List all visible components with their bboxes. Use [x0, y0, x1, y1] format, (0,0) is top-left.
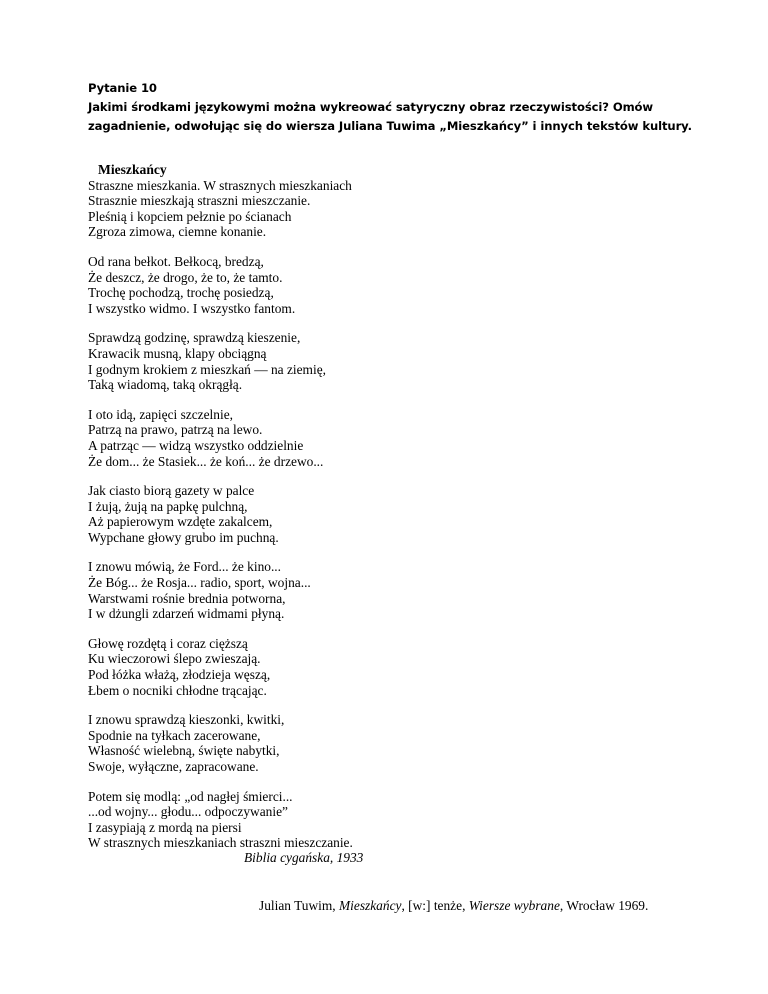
poem-line: Trochę pochodzą, trochę posiedzą, [88, 285, 274, 301]
poem-line: I żują, żują na papkę pulchną, [88, 498, 248, 514]
poem-line: Patrzą na prawo, patrzą na lewo. [88, 422, 263, 438]
citation-middle: , [w:] tenże, [401, 898, 469, 913]
poem-line: I oto idą, zapięci szczelnie, [88, 406, 233, 422]
poem-stanza [88, 712, 708, 774]
citation-title: Mieszkańcy [339, 898, 402, 913]
poem-source: Biblia cygańska, 1933 [244, 850, 364, 865]
poem-line: Zgroza zimowa, ciemne konanie. [88, 224, 267, 240]
question-number: Pytanie 10 [88, 81, 157, 95]
poem-line: Sprawdzą godzinę, sprawdzą kieszenie, [88, 330, 301, 346]
poem-stanza [88, 254, 708, 316]
poem-line: I w dżungli zdarzeń widmami płyną. [88, 606, 285, 622]
poem-line: Pod łóżka włażą, złodzieja węszą, [88, 667, 271, 683]
poem-line: Krawacik musną, klapy obciągną [88, 345, 267, 361]
poem-stanza [88, 483, 708, 545]
poem-line: Głowę rozdętą i coraz cięższą [88, 635, 248, 651]
poem-title: Mieszkańcy [98, 162, 167, 177]
question-line: zagadnienie, odwołując się do wiersza Juliana Tuwima „Mieszkańcy” i innych tekstów kultury. [88, 119, 692, 133]
poem-line: Pleśnią i kopciem pełznie po ścianach [88, 208, 292, 224]
poem-line: A patrząc — widzą wszystko oddzielnie [88, 437, 304, 453]
poem-line: Warstwami rośnie brednia potworna, [88, 590, 286, 606]
citation [259, 898, 648, 914]
citation-author: Julian Tuwim, [259, 898, 339, 913]
poem-line: I wszystko widmo. I wszystko fantom. [88, 300, 296, 316]
poem-stanza [88, 178, 708, 240]
poem-line: I znowu mówią, że Ford... że kino... [88, 559, 282, 575]
poem-line: Że Bóg... że Rosja... radio, sport, wojna... [88, 575, 311, 591]
poem-line: Że dom... że Stasiek... że koń... że drzewo... [88, 453, 324, 469]
poem-stanza [88, 407, 708, 469]
poem-line: I godnym krokiem z mieszkań — na ziemię, [88, 361, 326, 377]
poem-stanza [88, 636, 708, 698]
poem-line: W strasznych mieszkaniach straszni mieszczanie. [88, 835, 353, 851]
poem-line: Straszne mieszkania. W strasznych mieszkaniach [88, 177, 352, 193]
poem [88, 162, 708, 865]
poem-line: Potem się modlą: „od nagłej śmierci... [88, 788, 293, 804]
question-block [88, 79, 728, 136]
citation-book: Wiersze wybrane [468, 898, 560, 913]
poem-line: Jak ciasto biorą gazety w palce [88, 483, 255, 499]
poem-line: I znowu sprawdzą kieszonki, kwitki, [88, 712, 285, 728]
poem-line: Strasznie mieszkają straszni mieszczanie. [88, 193, 311, 209]
poem-stanzas [88, 178, 708, 851]
question-line: Jakimi środkami językowymi można wykreować satyryczny obraz rzeczywistości? Omów [88, 100, 654, 114]
poem-line: Od rana bełkot. Bełkocą, bredzą, [88, 253, 264, 269]
poem-line: Spodnie na tyłkach zacerowane, [88, 727, 261, 743]
poem-line: Taką wiadomą, taką okrągłą. [88, 377, 243, 393]
poem-line: I zasypiają z mordą na piersi [88, 819, 242, 835]
poem-stanza [88, 789, 708, 851]
poem-line: Ku wieczorowi ślepo zwieszają. [88, 651, 261, 667]
poem-line: Że deszcz, że drogo, że to, że tamto. [88, 269, 283, 285]
poem-line: Własność wielebną, święte nabytki, [88, 743, 280, 759]
poem-line: Łbem o nocniki chłodne trącając. [88, 682, 267, 698]
citation-end: , Wrocław 1969. [559, 898, 649, 913]
poem-stanza [88, 559, 708, 621]
poem-line: Swoje, wyłączne, zapracowane. [88, 759, 259, 774]
poem-line: Aż papierowym wzdęte zakalcem, [88, 514, 273, 530]
poem-line: ...od wojny... głodu... odpoczywanie” [88, 804, 288, 820]
poem-line: Wypchane głowy grubo im puchną. [88, 529, 279, 545]
poem-stanza [88, 330, 708, 392]
